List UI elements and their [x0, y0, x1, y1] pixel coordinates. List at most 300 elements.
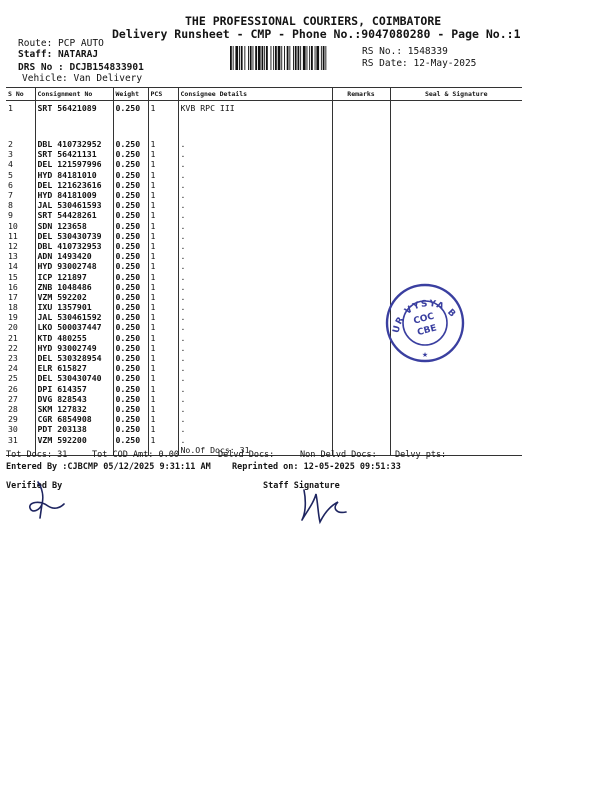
row-consignee-details: . [178, 149, 332, 159]
table-row [6, 180, 522, 190]
row-seal-signature [390, 210, 522, 220]
row-sno: 6 [8, 179, 13, 190]
staff-signature-label: Staff Signature [263, 481, 340, 491]
row-sno: 16 [8, 281, 18, 292]
barcode-bar [316, 46, 319, 70]
row-pcs: 1 [148, 434, 178, 444]
row-consignment-no: SRT 56421089 [35, 101, 113, 140]
row-consignment-no: ADN 1493420 [35, 251, 113, 261]
row-pcs: 1 [148, 251, 178, 261]
barcode-bar [248, 46, 249, 70]
row-sno: 30 [8, 424, 18, 435]
row-seal-signature [390, 394, 522, 404]
row-consignment-no: VZM 592202 [35, 292, 113, 302]
row-consignment-no: JAL 530461593 [35, 200, 113, 210]
row-consignee-details: . [178, 322, 332, 332]
row-pcs: 1 [148, 190, 178, 200]
row-remarks [332, 404, 390, 414]
row-consignment-no: SDN 123658 [35, 221, 113, 231]
row-seal-signature [390, 271, 522, 281]
row-consignment-no: ELR 615827 [35, 363, 113, 373]
row-remarks [332, 302, 390, 312]
row-seal-signature [390, 221, 522, 231]
row-sno: 3 [8, 149, 13, 160]
col-header-seal: Seal & Signature [390, 88, 522, 101]
row-weight: 0.250 [113, 139, 148, 149]
table-row [6, 384, 522, 394]
row-remarks [332, 241, 390, 251]
runsheet-subtitle: Delivery Runsheet - CMP - Phone No.:9047080280 - Page No.:1 [112, 27, 521, 41]
row-pcs: 1 [148, 302, 178, 312]
table-row [6, 149, 522, 159]
row-sno: 11 [8, 230, 18, 241]
table-row [6, 210, 522, 220]
barcode-bar [278, 46, 281, 70]
row-weight: 0.250 [113, 271, 148, 281]
row-seal-signature [390, 424, 522, 434]
col-header-consignment: Consignment No [35, 88, 113, 101]
barcode-bar [293, 46, 294, 70]
row-consignee-details: . [178, 384, 332, 394]
drs-number: DRS No : DCJB154833901 [18, 62, 144, 73]
col-header-consignee: Consignee Details [178, 88, 332, 101]
row-consignment-no: DEL 121623616 [35, 180, 113, 190]
row-consignee-details: . [178, 251, 332, 261]
row-sno: 17 [8, 291, 18, 302]
row-consignment-no: DPI 614357 [35, 384, 113, 394]
row-sno: 2 [8, 139, 13, 150]
row-sno: 7 [8, 190, 13, 201]
staff-label: Staff: NATARAJ [18, 49, 99, 60]
row-sno: 5 [8, 169, 13, 180]
row-pcs: 1 [148, 282, 178, 292]
row-sno: 24 [8, 363, 18, 374]
row-consignment-no: IXU 1357901 [35, 302, 113, 312]
barcode-bar [287, 46, 289, 70]
table-row [6, 251, 522, 261]
row-pcs: 1 [148, 149, 178, 159]
row-sno: 13 [8, 251, 18, 262]
barcode-bar [241, 46, 243, 70]
row-remarks [332, 414, 390, 424]
row-seal-signature [390, 231, 522, 241]
stamp-bank-name: KARUR VYSYA BANK [391, 299, 458, 335]
barcode-bar [230, 46, 232, 70]
row-sno: 22 [8, 342, 18, 353]
row-consignment-no: KTD 480255 [35, 333, 113, 343]
row-consignee-details: . [178, 424, 332, 434]
row-consignment-no: SKM 127832 [35, 404, 113, 414]
barcode-bar [253, 46, 254, 70]
row-remarks [332, 200, 390, 210]
row-pcs: 1 [148, 373, 178, 383]
row-seal-signature [390, 159, 522, 169]
row-weight: 0.250 [113, 282, 148, 292]
row-weight: 0.250 [113, 424, 148, 434]
table-row [6, 394, 522, 404]
row-consignment-no: DBL 410732952 [35, 139, 113, 149]
table-row [6, 424, 522, 434]
entered-by: Entered By :CJBCMP 05/12/2025 9:31:11 AM [6, 462, 211, 472]
barcode-bar [289, 46, 290, 70]
row-consignee-details: . [178, 271, 332, 281]
row-pcs: 1 [148, 384, 178, 394]
row-consignee-details: . [178, 170, 332, 180]
row-weight: 0.250 [113, 333, 148, 343]
row-seal-signature [390, 241, 522, 251]
vehicle-label: Vehicle: Van Delivery [22, 73, 143, 84]
row-pcs: 1 [148, 312, 178, 322]
non-delvd-docs: Non Delvd Docs: [300, 450, 377, 460]
row-consignment-no: PDT 203138 [35, 424, 113, 434]
barcode-bar [266, 46, 268, 70]
row-weight: 0.250 [113, 231, 148, 241]
table-row [6, 271, 522, 281]
barcode-bar [273, 46, 274, 70]
row-sno: 12 [8, 240, 18, 251]
row-consignee-details: . [178, 210, 332, 220]
row-remarks [332, 384, 390, 394]
row-consignment-no: VZM 592200 [35, 434, 113, 444]
row-consignee-details: . [178, 241, 332, 251]
row-seal-signature [390, 180, 522, 190]
row-pcs: 1 [148, 261, 178, 271]
row-seal-signature [390, 190, 522, 200]
table-row [6, 101, 522, 140]
row-pcs: 1 [148, 414, 178, 424]
row-consignment-no: ZNB 1048486 [35, 282, 113, 292]
row-remarks [332, 139, 390, 149]
barcode-bar [303, 46, 306, 70]
row-consignment-no: DEL 530430740 [35, 373, 113, 383]
row-pcs: 1 [148, 159, 178, 169]
row-seal-signature [390, 363, 522, 373]
row-consignee-details: . [178, 159, 332, 169]
row-pcs: 1 [148, 292, 178, 302]
row-sno: 21 [8, 332, 18, 343]
row-remarks [332, 221, 390, 231]
row-consignee-details: . [178, 434, 332, 444]
row-weight: 0.250 [113, 414, 148, 424]
row-consignee-details: . [178, 363, 332, 373]
row-consignment-no: HYD 84181010 [35, 170, 113, 180]
row-pcs: 1 [148, 139, 178, 149]
row-pcs: 1 [148, 404, 178, 414]
row-remarks [332, 424, 390, 434]
row-consignment-no: SRT 56421131 [35, 149, 113, 159]
row-pcs: 1 [148, 170, 178, 180]
col-header-weight: Weight [113, 88, 148, 101]
row-weight: 0.250 [113, 312, 148, 322]
row-seal-signature [390, 404, 522, 414]
row-sno: 29 [8, 414, 18, 425]
row-sno: 15 [8, 271, 18, 282]
stamp-cbe: CBE [416, 323, 438, 339]
row-weight: 0.250 [113, 149, 148, 159]
row-pcs: 1 [148, 221, 178, 231]
row-pcs: 1 [148, 200, 178, 210]
delvy-pts: Delvy pts: [395, 450, 447, 460]
table-row [6, 221, 522, 231]
barcode-bar [298, 46, 300, 70]
row-weight: 0.250 [113, 180, 148, 190]
row-seal-signature [390, 384, 522, 394]
delvd-docs: Delvd Docs: [218, 450, 275, 460]
table-row [6, 373, 522, 383]
row-sno: 28 [8, 403, 18, 414]
row-consignment-no: DEL 530430739 [35, 231, 113, 241]
row-weight: 0.250 [113, 241, 148, 251]
row-remarks [332, 373, 390, 383]
row-consignee-details: . [178, 139, 332, 149]
row-remarks [332, 333, 390, 343]
route-label: Route: PCP AUTO [18, 38, 104, 49]
row-pcs: 1 [148, 101, 178, 140]
row-consignee-details: . [178, 343, 332, 353]
col-header-remarks: Remarks [332, 88, 390, 101]
row-sno: 20 [8, 322, 18, 333]
row-seal-signature [390, 149, 522, 159]
row-weight: 0.250 [113, 261, 148, 271]
row-consignment-no: DBL 410732953 [35, 241, 113, 251]
row-weight: 0.250 [113, 302, 148, 312]
row-seal-signature [390, 139, 522, 149]
row-remarks [332, 282, 390, 292]
row-consignee-details: . [178, 231, 332, 241]
table-row [6, 241, 522, 251]
barcode-bar [295, 46, 297, 70]
row-remarks [332, 210, 390, 220]
row-remarks [332, 434, 390, 444]
row-pcs: 1 [148, 353, 178, 363]
row-remarks [332, 363, 390, 373]
row-consignee-details: . [178, 282, 332, 292]
row-pcs: 1 [148, 210, 178, 220]
row-remarks [332, 101, 390, 140]
row-sno: 4 [8, 159, 13, 170]
row-remarks [332, 394, 390, 404]
row-weight: 0.250 [113, 363, 148, 373]
runsheet-table [6, 87, 522, 456]
row-weight: 0.250 [113, 101, 148, 140]
row-consignment-no: JAL 530461592 [35, 312, 113, 322]
col-header-pcs: PCS [148, 88, 178, 101]
barcode-bar [307, 46, 308, 70]
company-title: THE PROFESSIONAL COURIERS, COIMBATORE [185, 14, 442, 28]
barcode-bar [300, 46, 301, 70]
row-seal-signature [390, 434, 522, 444]
row-consignment-no: CGR 6854908 [35, 414, 113, 424]
row-remarks [332, 159, 390, 169]
row-consignee-details: . [178, 200, 332, 210]
row-weight: 0.250 [113, 343, 148, 353]
row-pcs: 1 [148, 333, 178, 343]
row-weight: 0.250 [113, 373, 148, 383]
row-sno: 14 [8, 261, 18, 272]
row-remarks [332, 312, 390, 322]
barcode-bar [262, 46, 264, 70]
row-consignee-details: . [178, 221, 332, 231]
row-consignee-details: . [178, 394, 332, 404]
row-seal-signature [390, 200, 522, 210]
barcode-bar [235, 46, 238, 70]
row-consignee-details: . [178, 261, 332, 271]
row-pcs: 1 [148, 231, 178, 241]
row-pcs: 1 [148, 180, 178, 190]
tot-cod-amount: Tot COD Amt: 0.00 [92, 450, 179, 460]
row-consignment-no: HYD 93002748 [35, 261, 113, 271]
bank-seal-stamp [385, 283, 465, 363]
row-sno: 8 [8, 200, 13, 211]
row-sno: 27 [8, 393, 18, 404]
table-row [6, 170, 522, 180]
table-row [6, 434, 522, 444]
stamp-coc: COC [412, 311, 436, 327]
rs-number: RS No.: 1548339 [362, 46, 448, 57]
table-row [6, 261, 522, 271]
row-weight: 0.250 [113, 322, 148, 332]
barcode [230, 46, 358, 70]
row-weight: 0.250 [113, 292, 148, 302]
table-row [6, 159, 522, 169]
table-header-row [6, 88, 522, 101]
row-consignment-no: ICP 121897 [35, 271, 113, 281]
row-weight: 0.250 [113, 170, 148, 180]
barcode-bar [271, 46, 272, 70]
table-row [6, 414, 522, 424]
barcode-bar [321, 46, 322, 70]
row-sno: 19 [8, 312, 18, 323]
row-consignee-details: . [178, 373, 332, 383]
row-sno: 31 [8, 434, 18, 445]
barcode-bar [309, 46, 310, 70]
row-remarks [332, 292, 390, 302]
barcode-bar [323, 46, 325, 70]
row-seal-signature [390, 101, 522, 140]
row-weight: 0.250 [113, 159, 148, 169]
row-weight: 0.250 [113, 384, 148, 394]
table-row [6, 190, 522, 200]
barcode-bar [244, 46, 245, 70]
table-row [6, 200, 522, 210]
row-weight: 0.250 [113, 434, 148, 444]
barcode-bar [311, 46, 313, 70]
row-weight: 0.250 [113, 394, 148, 404]
no-of-docs: No.Of Docs: 31 [178, 445, 332, 456]
row-consignment-no: SRT 54428261 [35, 210, 113, 220]
barcode-bar [250, 46, 252, 70]
row-seal-signature [390, 170, 522, 180]
barcode-bar [255, 46, 257, 70]
reprinted-on: Reprinted on: 12-05-2025 09:51:33 [232, 462, 401, 472]
stamp-star-icon: ★ [421, 351, 429, 359]
row-seal-signature [390, 414, 522, 424]
row-remarks [332, 231, 390, 241]
row-consignee-details: . [178, 302, 332, 312]
row-seal-signature [390, 251, 522, 261]
row-sno: 9 [8, 210, 13, 221]
row-consignee-details: . [178, 292, 332, 302]
row-remarks [332, 343, 390, 353]
row-pcs: 1 [148, 363, 178, 373]
row-consignee-details: . [178, 312, 332, 322]
row-remarks [332, 261, 390, 271]
row-weight: 0.250 [113, 221, 148, 231]
barcode-bar [315, 46, 316, 70]
row-consignee-details: . [178, 353, 332, 363]
barcode-bar [264, 46, 265, 70]
row-seal-signature [390, 261, 522, 271]
row-consignee-details: . [178, 414, 332, 424]
row-pcs: 1 [148, 394, 178, 404]
barcode-bar [233, 46, 234, 70]
row-consignment-no: DEL 530328954 [35, 353, 113, 363]
row-consignee-details: . [178, 333, 332, 343]
row-consignment-no: HYD 93002749 [35, 343, 113, 353]
row-sno: 26 [8, 383, 18, 394]
table-row [6, 404, 522, 414]
row-seal-signature [390, 373, 522, 383]
row-consignee-details: . [178, 190, 332, 200]
row-weight: 0.250 [113, 404, 148, 414]
row-weight: 0.250 [113, 210, 148, 220]
table-row [6, 231, 522, 241]
row-consignment-no: DVG 828543 [35, 394, 113, 404]
barcode-bar [284, 46, 285, 70]
row-weight: 0.250 [113, 251, 148, 261]
verified-by-label: Verified By [6, 481, 63, 491]
rs-date: RS Date: 12-May-2025 [362, 58, 477, 69]
row-pcs: 1 [148, 271, 178, 281]
row-consignment-no: LKO 500037447 [35, 322, 113, 332]
row-remarks [332, 353, 390, 363]
row-sno: 23 [8, 353, 18, 364]
barcode-bar [275, 46, 277, 70]
table-row [6, 139, 522, 149]
row-weight: 0.250 [113, 353, 148, 363]
row-remarks [332, 251, 390, 261]
row-weight: 0.250 [113, 200, 148, 210]
row-sno: 10 [8, 220, 18, 231]
row-sno: 25 [8, 373, 18, 384]
row-weight: 0.250 [113, 190, 148, 200]
row-pcs: 1 [148, 322, 178, 332]
barcode-bar [281, 46, 282, 70]
table-row [6, 363, 522, 373]
row-pcs: 1 [148, 241, 178, 251]
col-header-sno: S No [6, 88, 35, 101]
row-pcs: 1 [148, 424, 178, 434]
row-consignee-details: KVB RPC III [178, 101, 332, 140]
row-consignment-no: DEL 121597996 [35, 159, 113, 169]
row-remarks [332, 149, 390, 159]
row-remarks [332, 271, 390, 281]
row-consignee-details: . [178, 180, 332, 190]
row-sno: 1 [8, 103, 13, 113]
row-sno: 18 [8, 302, 18, 313]
verifier-signature [20, 478, 70, 522]
staff-signature [290, 484, 360, 528]
barcode-bar [258, 46, 261, 70]
barcode-bar [239, 46, 240, 70]
barcode-bar [325, 46, 326, 70]
tot-docs: Tot Docs: 31 [6, 450, 68, 460]
row-consignment-no: HYD 84181009 [35, 190, 113, 200]
row-remarks [332, 180, 390, 190]
row-consignee-details: . [178, 404, 332, 414]
row-pcs: 1 [148, 343, 178, 353]
row-remarks [332, 170, 390, 180]
